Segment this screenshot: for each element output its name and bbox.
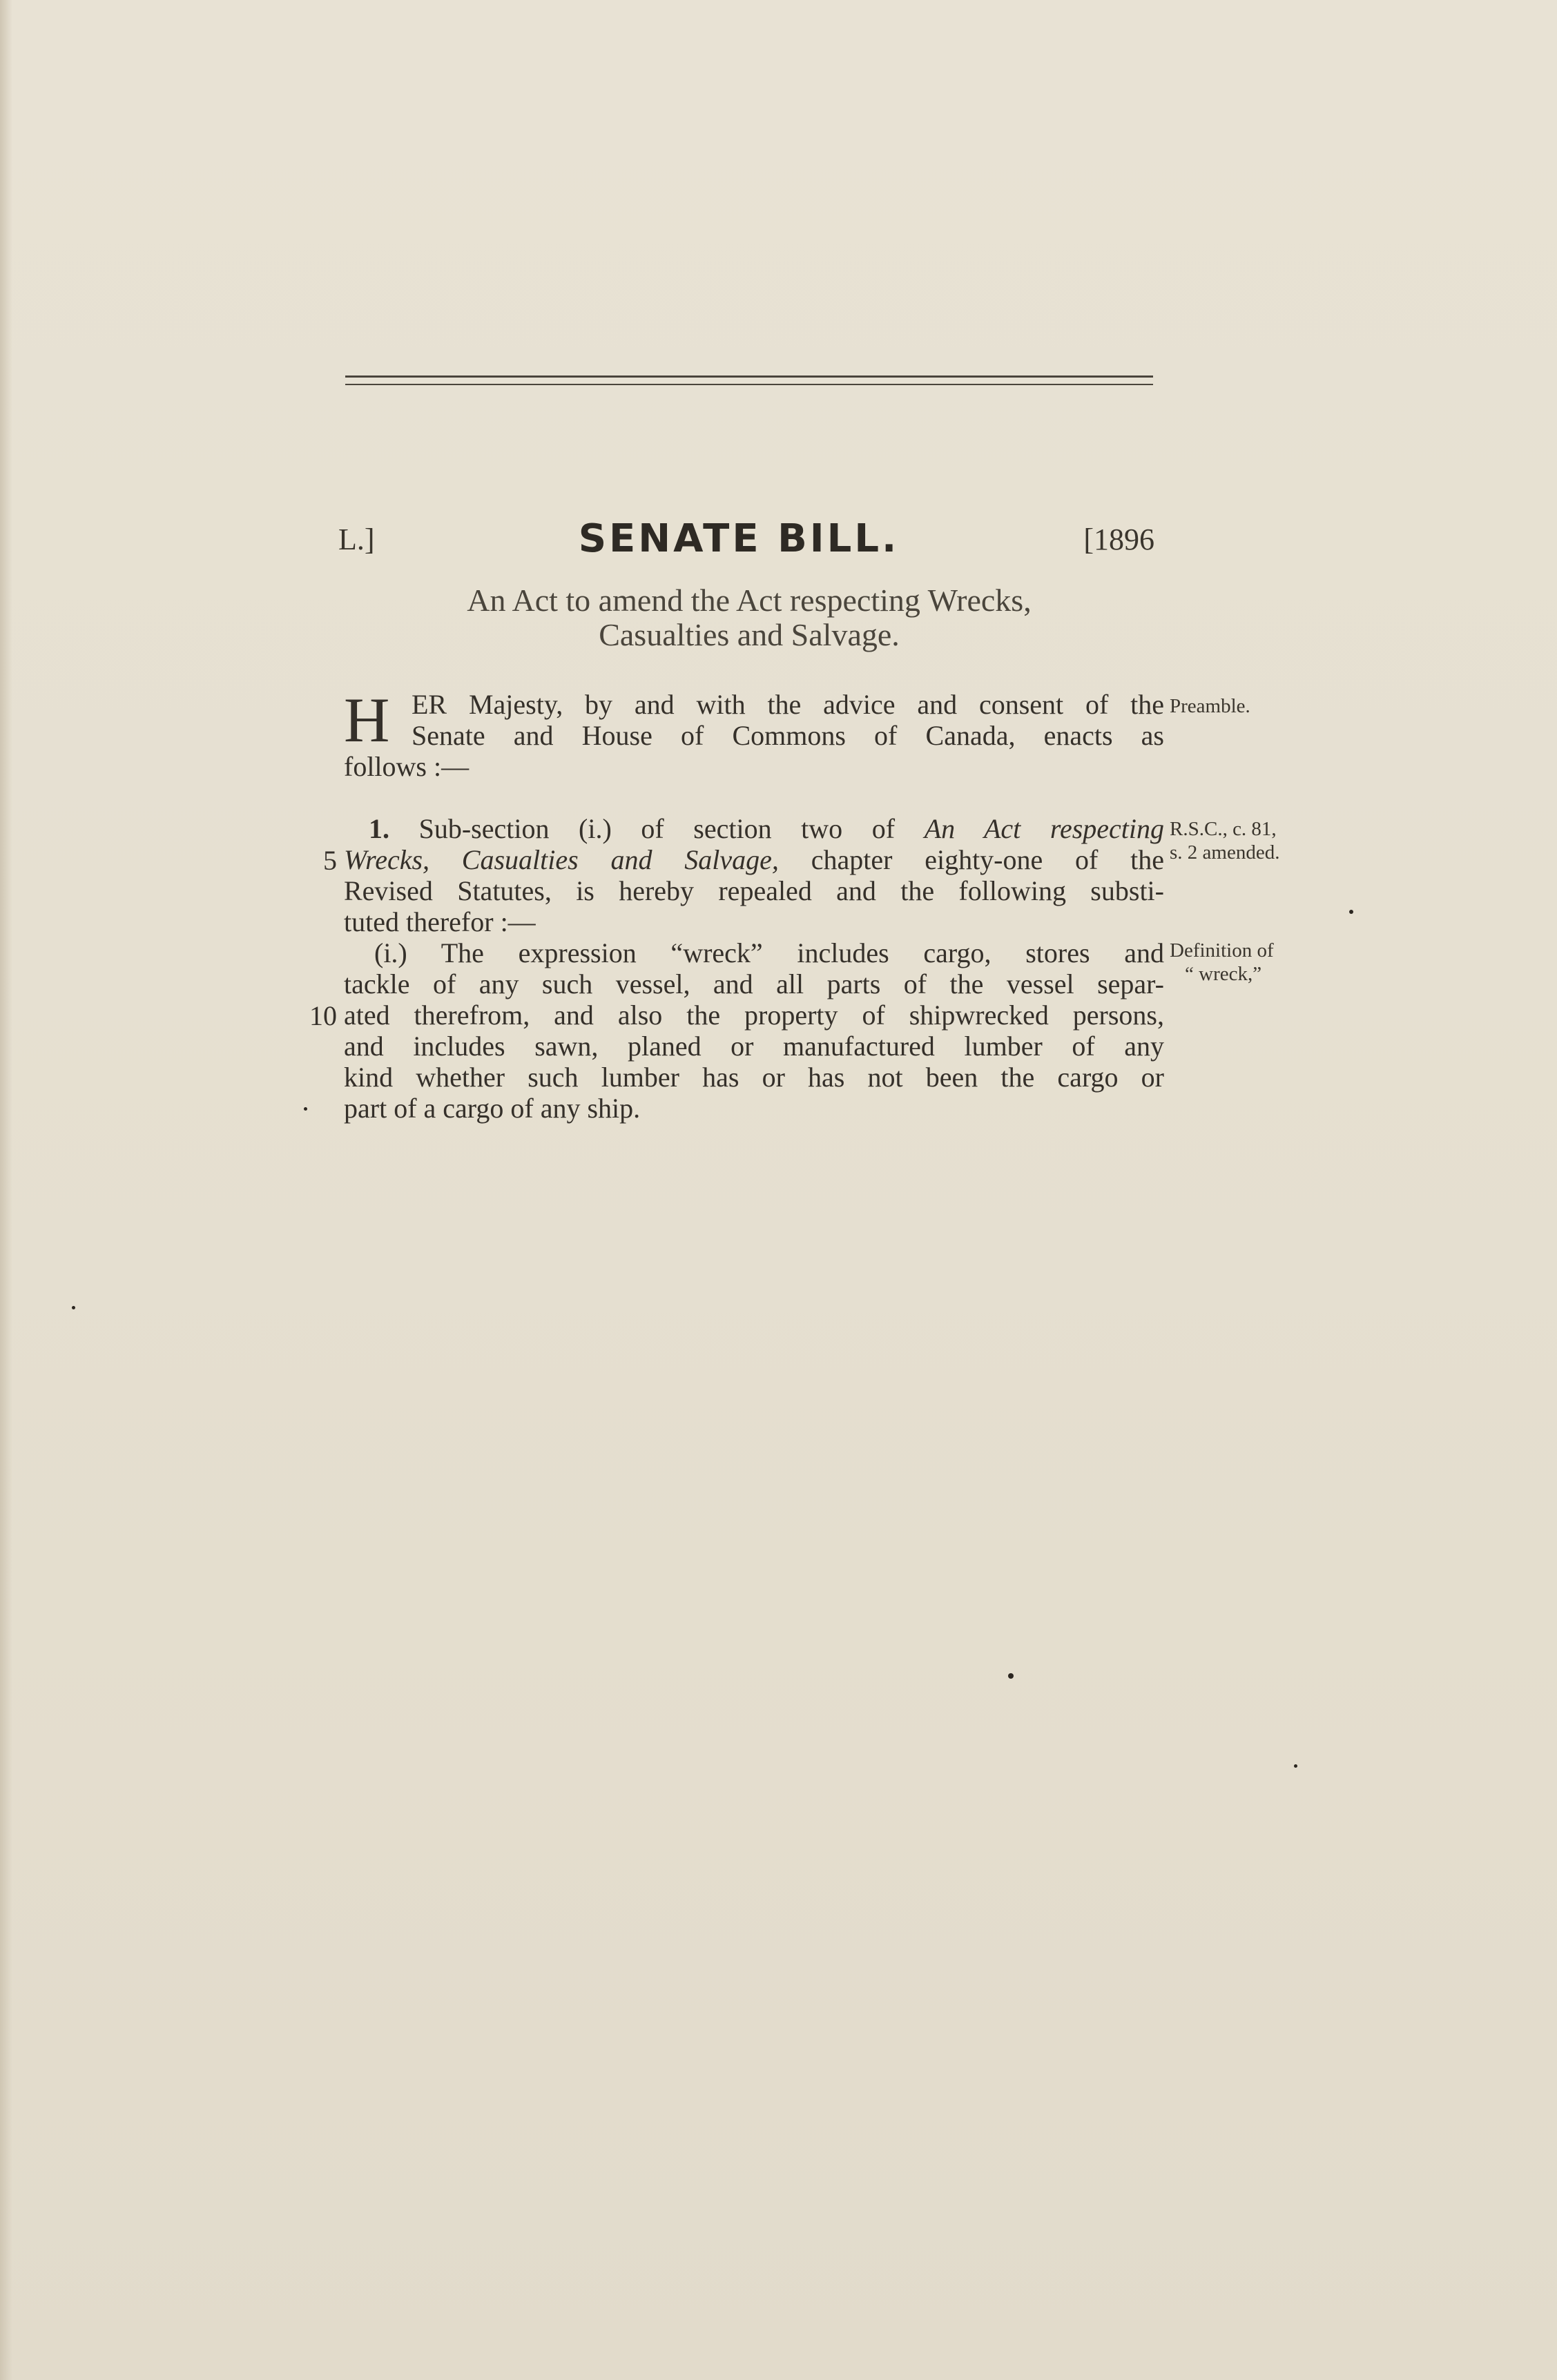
- margin-note-line: “ wreck,”: [1185, 963, 1262, 985]
- paper-speck: [72, 1306, 75, 1309]
- section-text: chapter eighty-one of the: [811, 844, 1165, 875]
- margin-note-definition: [1170, 939, 1274, 986]
- definition-line: (i.) The expression “wreck” includes cargo, stores and: [374, 937, 1164, 968]
- definition-line: ated therefrom, and also the property of shipwrecked persons,: [344, 999, 1164, 1031]
- act-title: [345, 583, 1153, 652]
- bill-title: SENATE BILL.: [578, 516, 900, 561]
- section-number: 1.: [369, 813, 389, 844]
- section-line: Revised Statutes, is hereby repealed and the following substi-: [344, 875, 1164, 906]
- act-title-line: Casualties and Salvage.: [599, 617, 900, 652]
- margin-note-line: s. 2 amended.: [1170, 841, 1280, 864]
- section-line: [344, 844, 1164, 875]
- top-rule: [345, 375, 1153, 378]
- paper-speck: [1008, 1673, 1014, 1679]
- margin-note-line: R.S.C., c. 81,: [1170, 818, 1277, 840]
- preamble: [344, 685, 1164, 782]
- definition-line: kind whether such lumber has or has not been the cargo or: [344, 1062, 1164, 1093]
- definition-line: tackle of any such vessel, and all parts of the vessel separ-: [344, 968, 1164, 999]
- act-name-italic: An Act respecting: [924, 813, 1165, 844]
- dropcap-letter: H: [344, 685, 390, 755]
- section-1: [344, 813, 1164, 937]
- paper-speck: [1349, 910, 1353, 914]
- paper-speck: [1294, 1764, 1297, 1768]
- line-number-10: 10: [309, 1000, 337, 1031]
- paper-speck: [304, 1107, 307, 1111]
- definition-paragraph: [344, 937, 1164, 1124]
- definition-line: and includes sawn, planed or manufactured lumber of any: [344, 1031, 1164, 1062]
- preamble-line: follows :—: [344, 751, 470, 782]
- act-title-line: An Act to amend the Act respecting Wrecks,: [467, 583, 1032, 618]
- bill-letter: L.]: [338, 523, 375, 556]
- act-name-italic: Wrecks, Casualties and Salvage,: [344, 844, 779, 875]
- top-rule-thin: [345, 384, 1153, 385]
- section-line: tuted therefor :—: [344, 906, 536, 937]
- page-edge-shadow: [0, 0, 12, 2380]
- line-number-5: 5: [323, 845, 337, 876]
- bill-header: [338, 516, 1160, 565]
- section-text: Sub-section (i.) of section two of: [418, 813, 896, 844]
- margin-note-preamble: Preamble.: [1170, 695, 1250, 717]
- margin-note-line: Definition of: [1170, 939, 1274, 962]
- margin-note-rsc: [1170, 817, 1279, 864]
- definition-line: part of a cargo of any ship.: [344, 1093, 641, 1124]
- preamble-line: ER Majesty, by and with the advice and consent of the: [412, 689, 1164, 720]
- preamble-line: Senate and House of Commons of Canada, enacts as: [412, 720, 1164, 751]
- bill-year: [1896: [1083, 523, 1154, 556]
- section-line: [344, 813, 1164, 844]
